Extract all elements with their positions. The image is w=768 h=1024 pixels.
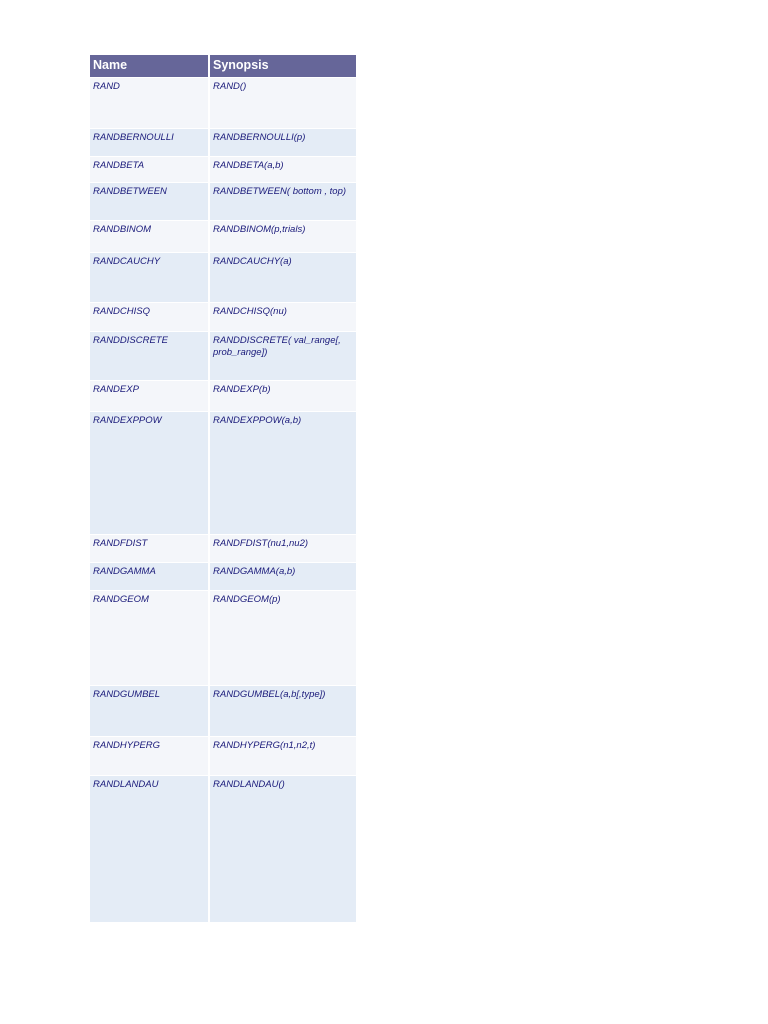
function-synopsis: RANDGEOM(p) xyxy=(210,591,356,685)
function-synopsis: RANDEXPPOW(a,b) xyxy=(210,412,356,534)
function-synopsis: RANDBERNOULLI(p) xyxy=(210,129,356,156)
table-row xyxy=(90,412,356,535)
function-name: RANDGAMMA xyxy=(90,563,210,590)
function-name: RANDFDIST xyxy=(90,535,210,562)
function-name: RANDBINOM xyxy=(90,221,210,252)
table-row xyxy=(90,332,356,381)
function-name: RANDEXPPOW xyxy=(90,412,210,534)
table-row xyxy=(90,129,356,157)
function-synopsis: RANDCAUCHY(a) xyxy=(210,253,356,302)
table-row xyxy=(90,221,356,253)
table-header-row xyxy=(90,55,356,78)
function-synopsis: RANDGUMBEL(a,b[,type]) xyxy=(210,686,356,736)
function-name: RANDCAUCHY xyxy=(90,253,210,302)
function-table xyxy=(90,55,356,923)
function-name: RANDCHISQ xyxy=(90,303,210,331)
table-row xyxy=(90,737,356,776)
table-row xyxy=(90,253,356,303)
function-synopsis: RANDEXP(b) xyxy=(210,381,356,411)
function-synopsis: RANDHYPERG(n1,n2,t) xyxy=(210,737,356,775)
header-name: Name xyxy=(90,55,210,77)
table-row xyxy=(90,776,356,923)
function-synopsis: RAND() xyxy=(210,78,356,128)
table-row xyxy=(90,381,356,412)
function-name: RANDHYPERG xyxy=(90,737,210,775)
table-row xyxy=(90,157,356,183)
function-name: RANDLANDAU xyxy=(90,776,210,922)
function-synopsis: RANDDISCRETE( val_range[, prob_range]) xyxy=(210,332,356,380)
function-synopsis: RANDLANDAU() xyxy=(210,776,356,922)
table-row xyxy=(90,78,356,129)
function-synopsis: RANDCHISQ(nu) xyxy=(210,303,356,331)
function-synopsis: RANDBETA(a,b) xyxy=(210,157,356,182)
function-synopsis: RANDFDIST(nu1,nu2) xyxy=(210,535,356,562)
function-name: RANDGUMBEL xyxy=(90,686,210,736)
header-synopsis: Synopsis xyxy=(210,55,356,77)
table-row xyxy=(90,535,356,563)
table-row xyxy=(90,183,356,221)
table-row xyxy=(90,303,356,332)
function-synopsis: RANDBINOM(p,trials) xyxy=(210,221,356,252)
function-name: RANDDISCRETE xyxy=(90,332,210,380)
function-name: RANDGEOM xyxy=(90,591,210,685)
function-name: RAND xyxy=(90,78,210,128)
table-row xyxy=(90,591,356,686)
function-name: RANDBETA xyxy=(90,157,210,182)
table-row xyxy=(90,563,356,591)
function-synopsis: RANDGAMMA(a,b) xyxy=(210,563,356,590)
function-name: RANDBERNOULLI xyxy=(90,129,210,156)
table-row xyxy=(90,686,356,737)
function-name: RANDEXP xyxy=(90,381,210,411)
function-synopsis: RANDBETWEEN( bottom , top) xyxy=(210,183,356,220)
function-name: RANDBETWEEN xyxy=(90,183,210,220)
